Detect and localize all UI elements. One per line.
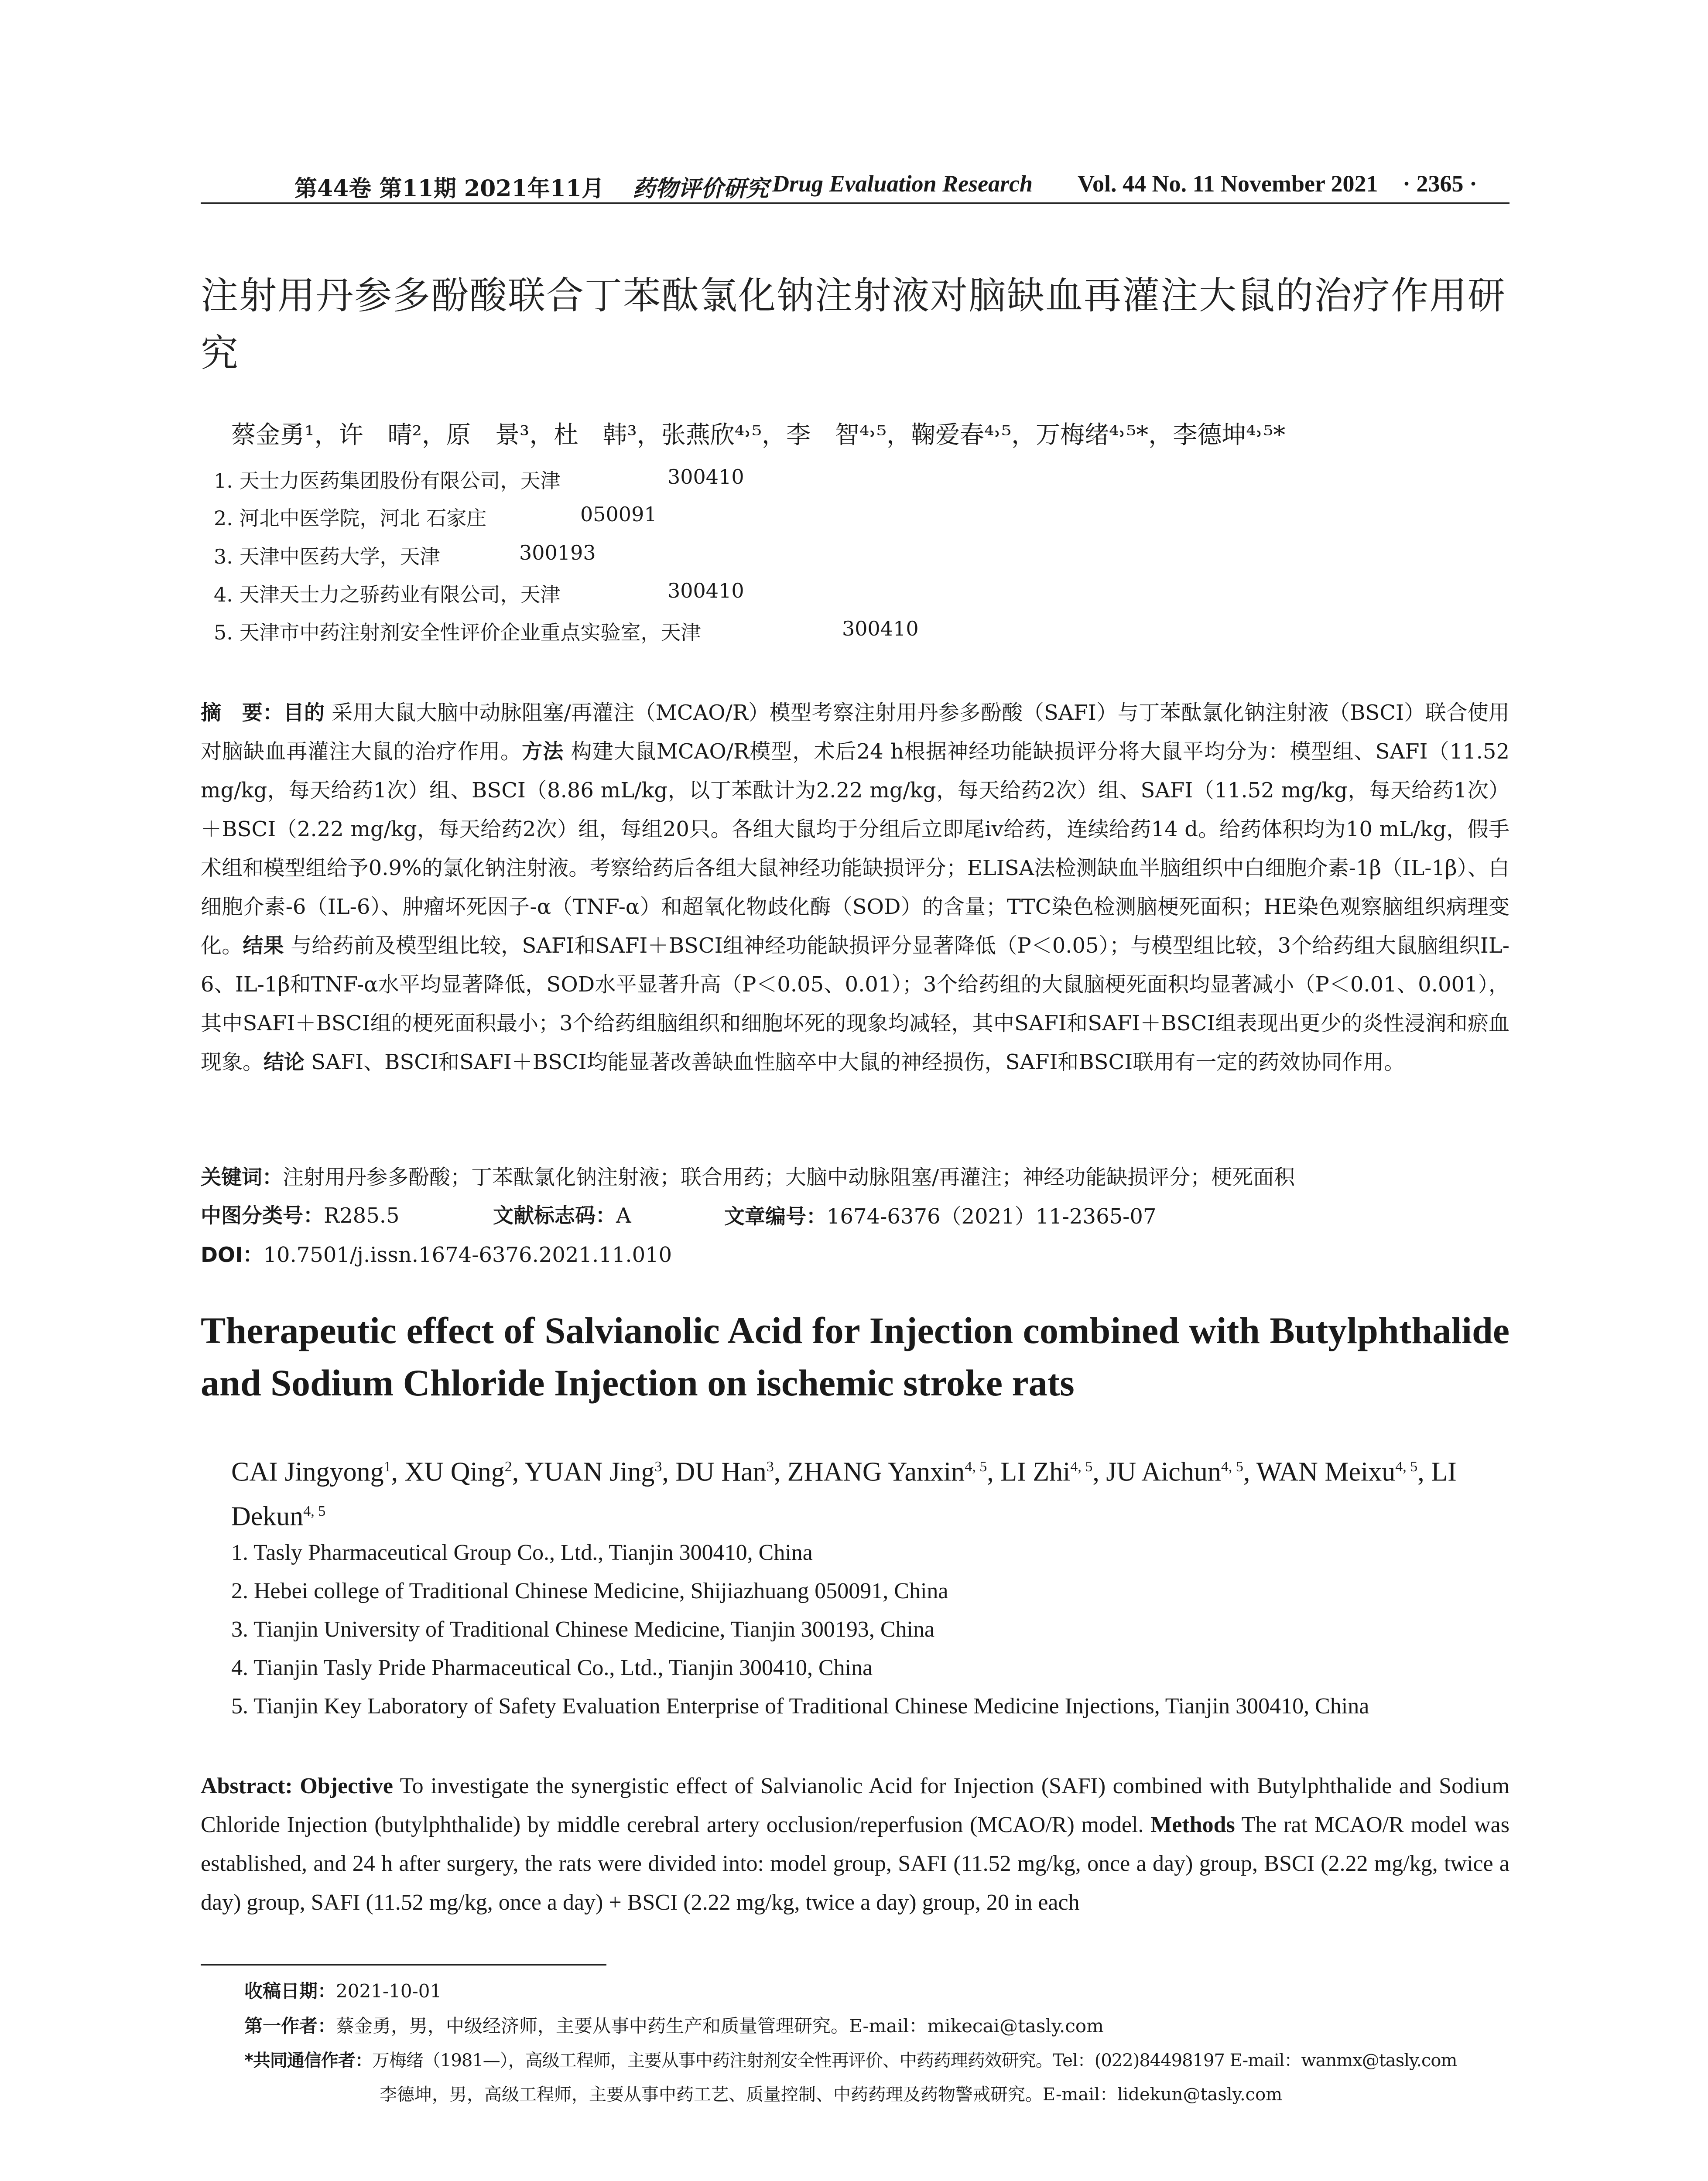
received-date: 2021-10-01 bbox=[336, 1980, 442, 2002]
header-rule bbox=[201, 202, 1509, 204]
affiliation-cn-code: 300410 bbox=[667, 579, 744, 602]
author-en-sup: 2 bbox=[504, 1459, 512, 1475]
author-en-sup: 4, 5 bbox=[1395, 1459, 1418, 1475]
affiliation-cn-code: 300193 bbox=[519, 541, 596, 564]
article-no-label: 文章编号： bbox=[724, 1205, 827, 1229]
footnote-received bbox=[244, 1977, 442, 2003]
methods-cn-label: 方法 bbox=[522, 740, 564, 764]
first-author-label: 第一作者： bbox=[244, 2015, 336, 2037]
author-en: XU Qing bbox=[404, 1457, 505, 1487]
keywords-cn-label: 关键词： bbox=[201, 1166, 283, 1190]
affiliation-cn-name: 4. 天津天士力之骄药业有限公司，天津 bbox=[214, 583, 561, 606]
methods-cn-text: 构建大鼠MCAO/R模型，术后24 h根据神经功能缺损评分将大鼠平均分为：模型组、SAFI（11.52 mg/kg，每天给药1次）组、BSCI（8.86 mL/kg，以丁苯酞计为2.22 mg/kg，每天给药2次）组、SAFI（11.52 mg/kg，每天给药1次）＋BSCI（2.22 mg/kg，每天给药2次）组，每组20只。各组大鼠均于分组后立即尾iv给药，连续给药14 d。给药体积均为10 mL/kg，假手术组和模型组给予0.9%的氯化钠注射液。考察给药后各组大鼠神经功能缺损评分；ELISA法检测缺血半脑组织中白细胞介素-1β（IL-1β）、白细胞介素-6（IL-6）、肿瘤坏死因子-α（TNF-α）和超氧化物歧化酶（SOD）的含量；TTC染色检测脑梗死面积；HE染色观察脑组织病理变化。 bbox=[201, 739, 1509, 958]
objective-cn-text: 采用大鼠大脑中动脉阻塞/再灌注（MCAO/R）模型考察注射用丹参多酚酸（SAFI）与丁苯酞氯化钠注射液（BSCI）联合使用对脑缺血再灌注大鼠的治疗作用。 bbox=[201, 701, 1509, 764]
author-en: ZHANG Yanxin bbox=[787, 1457, 965, 1487]
authors-cn: 蔡金勇¹，许 晴²，原 景³，杜 韩³，张燕欣⁴˒⁵，李 智⁴˒⁵，鞠爱春⁴˒⁵，万梅绪⁴˒⁵*，李德坤⁴˒⁵* bbox=[231, 421, 1286, 449]
footnote-corresponding bbox=[244, 2047, 1457, 2072]
classification-label: 中图分类号： bbox=[201, 1204, 324, 1228]
received-label: 收稿日期： bbox=[244, 1980, 336, 2002]
affiliation-cn bbox=[214, 465, 744, 494]
author-en: WAN Meixu bbox=[1256, 1457, 1396, 1487]
title-cn: 注射用丹参多酚酸联合丁苯酞氯化钠注射液对脑缺血再灌注大鼠的治疗作用研究 bbox=[201, 274, 1506, 375]
author-en-sup: 3 bbox=[766, 1459, 774, 1475]
author-en-sup: 3 bbox=[654, 1459, 662, 1475]
doi-row bbox=[201, 1239, 672, 1268]
affiliation-cn-name: 5. 天津市中药注射剂安全性评价企业重点实验室，天津 bbox=[214, 621, 701, 644]
title-en: Therapeutic effect of Salvianolic Acid for Injection combined with Butylphthalide and Sodium Chloride Injection on ischemic stroke rats bbox=[201, 1309, 1509, 1404]
affiliation-cn-name: 3. 天津中医药大学，天津 bbox=[214, 545, 440, 568]
affiliation-en: 3. Tianjin University of Traditional Chinese Medicine, Tianjin 300193, China bbox=[231, 1617, 935, 1642]
footnote-rule bbox=[201, 1964, 606, 1966]
affiliation-cn bbox=[214, 503, 657, 531]
keywords-cn-text: 注射用丹参多酚酸；丁苯酞氯化钠注射液；联合用药；大脑中动脉阻塞/再灌注；神经功能缺损评分；梗死面积 bbox=[283, 1165, 1295, 1190]
doi-label: DOI： bbox=[201, 1243, 264, 1267]
running-header bbox=[201, 167, 1509, 202]
objective-en-label: Objective bbox=[300, 1774, 393, 1798]
author-en: DU Han bbox=[675, 1457, 767, 1487]
abstract-cn-label: 摘 要： bbox=[201, 701, 284, 725]
keywords-cn bbox=[201, 1160, 1295, 1190]
affiliation-cn bbox=[214, 579, 744, 608]
corresponding-label: *共同通信作者： bbox=[244, 2051, 372, 2071]
conclusion-cn-label: 结论 bbox=[264, 1050, 305, 1074]
classification-row bbox=[201, 1200, 1509, 1229]
author-en: YUAN Jing bbox=[524, 1457, 655, 1487]
affiliation-cn-code: 300410 bbox=[667, 465, 744, 489]
affiliation-cn-code: 300410 bbox=[842, 617, 919, 640]
affiliation-en: 4. Tianjin Tasly Pride Pharmaceutical Co., Ltd., Tianjin 300410, China bbox=[231, 1655, 873, 1680]
results-cn-label: 结果 bbox=[243, 934, 284, 958]
journal-logo: 药物评价研究 bbox=[633, 175, 769, 202]
abstract-en-label: Abstract: bbox=[201, 1774, 293, 1798]
author-en: LI Zhi bbox=[1000, 1457, 1071, 1487]
header-issue-cn: 第44卷 第11期 2021年11月 bbox=[294, 175, 605, 202]
objective-en-text: To investigate the synergistic effect of Salvianolic Acid for Injection (SAFI) combined with Butylphthalide and Sodium Chloride Injection (butylphthalide) by middle cerebral artery occlusion/reperfusion (MCAO/R) model. bbox=[201, 1774, 1510, 1837]
author-en-sup: 4, 5 bbox=[1070, 1459, 1093, 1475]
doc-code-label: 文献标志码： bbox=[493, 1204, 616, 1228]
author-en-sup: 4, 5 bbox=[303, 1503, 326, 1519]
affiliation-cn bbox=[214, 617, 919, 646]
classification-value: R285.5 bbox=[324, 1203, 400, 1228]
methods-en-label: Methods bbox=[1150, 1812, 1235, 1837]
affiliation-cn-code: 050091 bbox=[580, 503, 657, 526]
authors-en: CAI Jingyong$^1$, XU Qing$^2$, YUAN Jing$^3$, DU Han$^3$, ZHANG Yanxin$^{4, 5}$, LI Zhi$^{4, 5}$, JU Aichun$^{4, 5}$, WAN Meixu$^{4, 5}$, LI Dekun$^{4, 5}$ bbox=[231, 1457, 1457, 1531]
methods-en-text: The rat MCAO/R model was established, and 24 h after surgery, the rats were divided into: model group, SAFI (11.52 mg/kg, once a day) group, BSCI (2.22 mg/kg, twice a day) group, SAFI (11.52 mg/kg, once a day) + BSCI (2.22 mg/kg, twice a day) group, 20 in each bbox=[201, 1812, 1510, 1915]
author-en: JU Aichun bbox=[1106, 1457, 1221, 1487]
affiliation-en: 5. Tianjin Key Laboratory of Safety Evaluation Enterprise of Traditional Chinese Medicine Injections, Tianjin 300410, China bbox=[231, 1694, 1369, 1719]
affiliation-en: 2. Hebei college of Traditional Chinese Medicine, Shijiazhuang 050091, China bbox=[231, 1579, 948, 1603]
header-volume-en: Vol. 44 No. 11 November 2021 bbox=[1078, 171, 1378, 197]
author-en: CAI Jingyong bbox=[231, 1457, 384, 1487]
author-en-sup: 1 bbox=[383, 1459, 391, 1475]
header-journal-en: Drug Evaluation Research bbox=[772, 171, 1033, 197]
affiliation-cn-name: 1. 天士力医药集团股份有限公司，天津 bbox=[214, 469, 561, 492]
objective-cn-label: 目的 bbox=[283, 701, 325, 725]
affiliation-cn bbox=[214, 541, 596, 570]
doc-code-value: A bbox=[616, 1203, 631, 1228]
article-no-value: 1674-6376（2021）11-2365-07 bbox=[827, 1204, 1157, 1229]
author-en-sup: 4, 5 bbox=[965, 1459, 987, 1475]
abstract-en bbox=[201, 1767, 1509, 1922]
first-author-text: 蔡金勇，男，中级经济师，主要从事中药生产和质量管理研究。E-mail：mikecai@tasly.com bbox=[336, 2015, 1104, 2037]
header-page-number: · 2365 · bbox=[1403, 171, 1478, 197]
doi-value: 10.7501/j.issn.1674-6376.2021.11.010 bbox=[263, 1243, 672, 1267]
conclusion-cn-text: SAFI、BSCI和SAFI＋BSCI均能显著改善缺血性脑卒中大鼠的神经损伤，SAFI和BSCI联用有一定的药效协同作用。 bbox=[311, 1050, 1405, 1074]
author-en: LI Dekun bbox=[231, 1457, 1457, 1531]
affiliation-en: 1. Tasly Pharmaceutical Group Co., Ltd., Tianjin 300410, China bbox=[231, 1540, 813, 1565]
affiliation-cn-name: 2. 河北中医学院，河北 石家庄 bbox=[214, 506, 487, 530]
corresponding-text-1: 万梅绪（1981—），高级工程师，主要从事中药注射剂安全性再评价、中药药理药效研究。Tel：(022)84498197 E-mail：wanmx@tasly.com bbox=[372, 2051, 1457, 2071]
results-cn-text: 与给药前及模型组比较，SAFI和SAFI＋BSCI组神经功能缺损评分显著降低（P＜0.05）；与模型组比较，3个给药组大鼠脑组织IL-6、IL-1β和TNF-α水平均显著降低，SOD水平显著升高（P＜0.05、0.01）；3个给药组的大鼠脑梗死面积均显著减小（P＜0.01、0.001），其中SAFI＋BSCI组的梗死面积最小；3个给药组脑组织和细胞坏死的现象均减轻，其中SAFI和SAFI＋BSCI组表现出更少的炎性浸润和瘀血现象。 bbox=[201, 933, 1509, 1074]
author-en-sup: 4, 5 bbox=[1221, 1459, 1243, 1475]
abstract-cn bbox=[201, 694, 1509, 1082]
footnote-first-author bbox=[244, 2012, 1104, 2038]
footnote-corresponding-2: 李德坤，男，高级工程师，主要从事中药工艺、质量控制、中药药理及药物警戒研究。E-mail：lidekun@tasly.com bbox=[380, 2085, 1283, 2105]
